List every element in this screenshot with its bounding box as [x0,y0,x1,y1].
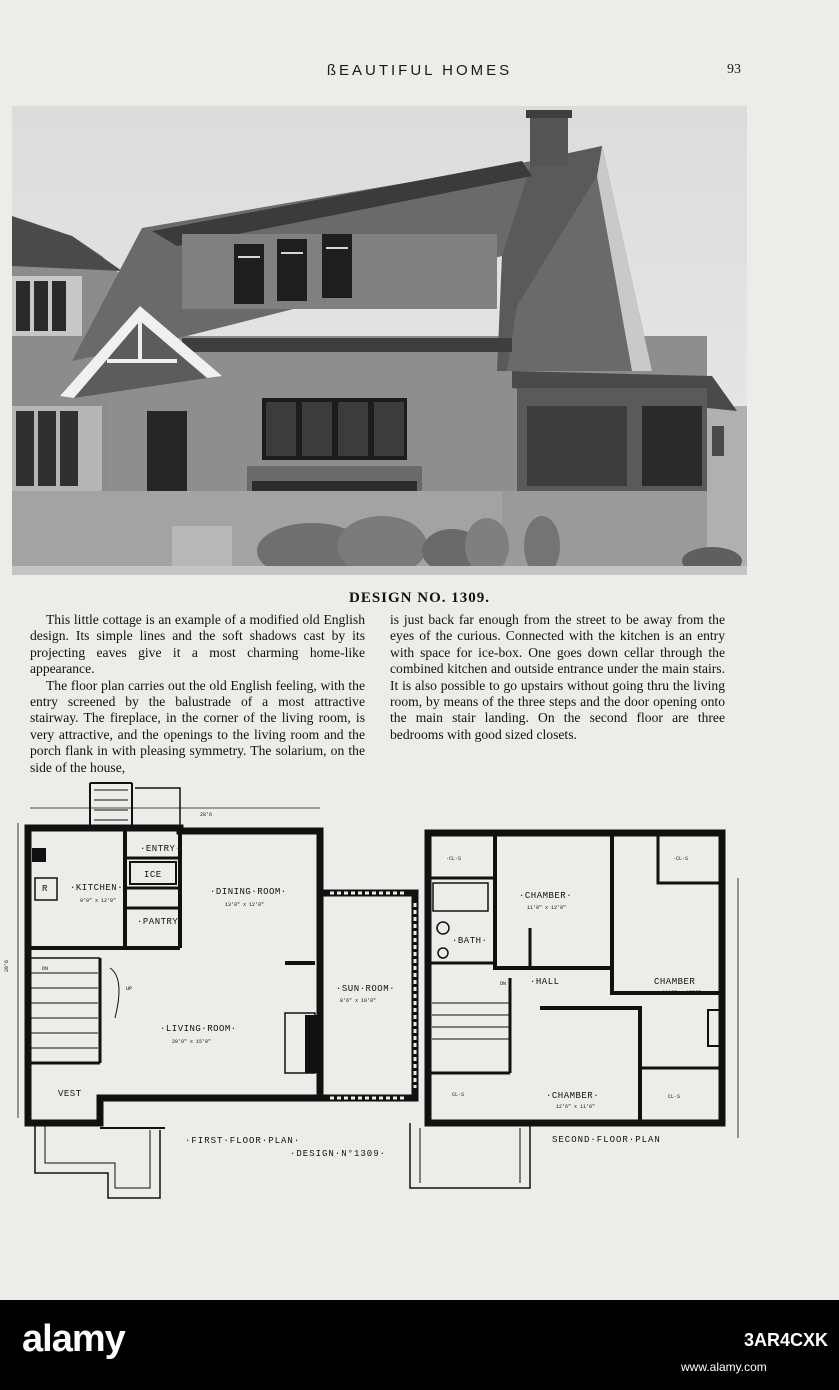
room-label: CL·S [452,1092,465,1098]
room-label: VEST [58,1089,82,1099]
room-label: CHAMBER [654,977,696,987]
stock-footer-bar [0,1300,839,1390]
floor-plans [0,778,839,1208]
room-label: ·KITCHEN· [70,883,124,893]
room-label: ·CL·S [446,856,462,862]
first-floor-labels [4,812,395,1159]
room-label: ·LIVING·ROOM· [160,1024,237,1034]
room-label: DN [500,981,507,987]
paragraph: This little cottage is an example of a modified old English design. Its simple lines and the soft shadows cast by its projecting eaves give it a most charming home-like appearance. [30,612,365,677]
room-label: ·BATH· [452,936,488,946]
second-floor-labels [446,856,701,1145]
depth-dimension: 28'6 [4,959,10,972]
description-right-column [390,612,725,743]
room-size: 8'6" x 19'0" [340,998,377,1004]
page-number: 93 [727,62,741,77]
room-label: UP [126,986,133,992]
paragraph: is just back far enough from the street to be away from the eyes of the curious. Connected with the kitchen is an entry with space for ice-box. One goes down cellar through the combined kitchen and outside entrance under the main stairs. It is also possible to go upstairs without going thru the living room, by means of the three steps and the door opening onto the main stair landing. On the second floor are three bedrooms with good sized closets. [390,612,725,742]
room-size: 20'0" x 15'0" [172,1039,212,1045]
design-title: DESIGN NO. 1309. [348,590,491,606]
image-id: 3AR4CXK [744,1330,829,1350]
room-size: 12'6" x 11'0" [556,1104,596,1110]
footer-url: www.alamy.com [681,1360,767,1374]
room-label: ·ENTRY· [140,844,182,854]
paragraph: The floor plan carries out the old English feeling, with the entry screened by the balustrade of a most attractive stairway. The fireplace, in the corner of the living room, is very attractive, and the openings to the living room and the porch flank in with pleasing symmetry. The solarium, on the side of the house, [30,677,365,775]
design-reference: ·DESIGN·N°1309· [290,1149,387,1159]
house-photograph [12,106,747,575]
room-label: ·PANTRY· [137,917,185,927]
room-label: ·CHAMBER· [519,891,573,901]
room-label: DN [42,966,49,972]
room-label: ·CHAMBER· [546,1091,600,1101]
room-size: 11'0" x 12'0" [527,905,567,911]
running-head: ßEAUTIFUL HOMES [326,62,513,79]
description-left-column [30,612,365,776]
plan-caption: ·FIRST·FLOOR·PLAN· [185,1136,301,1146]
room-label: ICE [144,870,162,880]
plan-caption: SECOND·FLOOR·PLAN [552,1135,661,1145]
room-label: ·DINING·ROOM· [210,887,287,897]
room-label: ·HALL [530,977,560,987]
alamy-logo: alamy [22,1318,125,1360]
room-label: ·SUN·ROOM· [336,984,396,994]
room-label: CL·S [668,1094,681,1100]
room-size: 9'0" x 12'0" [80,898,117,904]
width-dimension: 28'6 [200,812,213,818]
room-size: 10'0" x 17'6" [662,990,702,996]
room-size: 13'0" x 12'0" [225,902,265,908]
room-label: ·CL·S [673,856,689,862]
room-label: R [42,884,48,894]
